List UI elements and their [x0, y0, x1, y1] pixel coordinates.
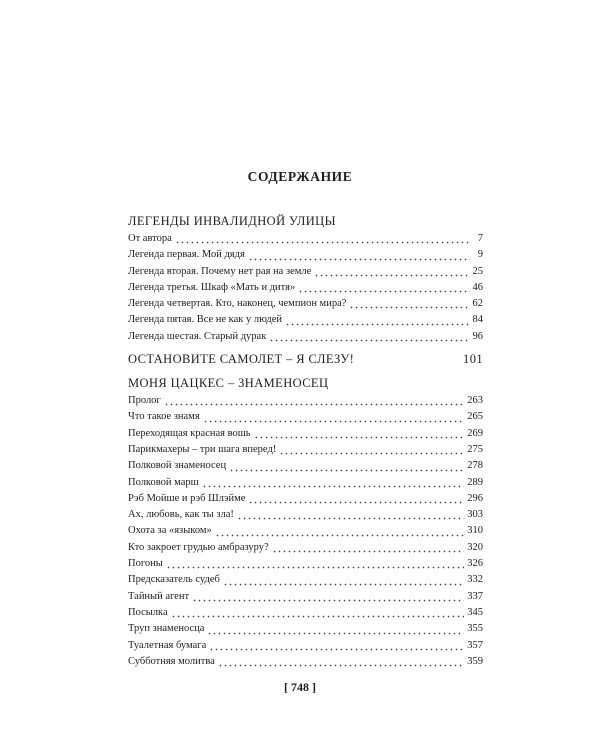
toc-entry[interactable]: [128, 247, 483, 263]
entry-page: 84: [472, 314, 483, 326]
entry-title: Легенда шестая. Старый дурак: [128, 330, 267, 342]
dot-leader: [248, 249, 470, 261]
dot-leader: [207, 623, 464, 635]
entry-page: 25: [472, 265, 483, 277]
entry-title: Субботняя молитва: [128, 655, 215, 667]
entry-title: Охота за «языком»: [128, 525, 212, 537]
toc-entry[interactable]: [128, 523, 483, 539]
entry-title: Переходящая красная вошь: [128, 427, 251, 439]
entry-page: 326: [467, 558, 483, 570]
toc-entry[interactable]: [128, 572, 483, 588]
entry-title: Легенда четвертая. Кто, наконец, чемпион мира?: [128, 298, 347, 310]
dot-leader: [202, 476, 465, 488]
dot-leader: [229, 460, 464, 472]
dot-leader: [166, 557, 464, 569]
entry-title: Легенда третья. Шкаф «Мать и дитя»: [128, 281, 296, 293]
entry-page: 303: [467, 509, 483, 521]
entry-page: 265: [467, 411, 483, 423]
dot-leader: [279, 443, 464, 455]
entry-title: Погоны: [128, 558, 163, 570]
toc-entry[interactable]: [128, 296, 483, 312]
entry-title: Пролог: [128, 395, 161, 407]
section-heading-with-page[interactable]: [128, 349, 483, 369]
dot-leader: [248, 492, 464, 504]
entry-title: Полковой марш: [128, 476, 199, 488]
page-title: СОДЕРЖАНИЕ: [247, 169, 353, 184]
section-heading: МОНЯ ЦАЦКЕС – ЗНАМЕНОСЕЦ: [128, 376, 329, 391]
entry-page: 278: [467, 460, 483, 472]
dot-leader: [298, 281, 469, 293]
toc-entry[interactable]: [128, 280, 483, 296]
entry-title: Ах, любовь, как ты зла!: [128, 509, 234, 521]
section-entries: [128, 231, 483, 345]
toc-entry[interactable]: [128, 605, 483, 621]
section-page: 101: [463, 352, 483, 367]
entry-page: 355: [467, 623, 483, 635]
dot-leader: [175, 232, 470, 244]
entry-page: 332: [467, 574, 483, 586]
dot-leader: [203, 411, 465, 423]
entry-title: Предсказатель судеб: [128, 574, 220, 586]
section-heading: ОСТАНОВИТЕ САМОЛЕТ – Я СЛЕЗУ!: [128, 352, 355, 367]
entry-title: Полковой знаменосец: [128, 460, 227, 472]
entry-title: Что такое знамя: [128, 411, 200, 423]
section-entries: [128, 393, 483, 670]
toc-entry[interactable]: [128, 231, 483, 247]
entry-title: Туалетная бумага: [128, 639, 207, 651]
dot-leader: [285, 314, 469, 326]
entry-page: 296: [467, 492, 483, 504]
toc-entry[interactable]: [128, 264, 483, 280]
entry-title: От автора: [128, 233, 172, 244]
toc-entry[interactable]: [128, 442, 483, 458]
toc-entry[interactable]: [128, 458, 483, 474]
toc-entry[interactable]: [128, 426, 483, 442]
dot-leader: [218, 655, 464, 667]
entry-title: Легенда первая. Мой дядя: [128, 249, 245, 261]
entry-page: 269: [467, 427, 483, 439]
toc-entry[interactable]: [128, 329, 483, 345]
entry-page: 359: [467, 655, 483, 667]
entry-page: 357: [467, 639, 483, 651]
entry-page: 46: [472, 281, 483, 293]
entry-page: 96: [472, 330, 483, 342]
entry-title: Кто закроет грудью амбразуру?: [128, 541, 269, 553]
entry-page: 345: [467, 606, 483, 618]
dot-leader: [209, 639, 464, 651]
toc-entry[interactable]: [128, 507, 483, 523]
entry-page: 320: [467, 541, 483, 553]
toc-entry[interactable]: [128, 654, 483, 670]
entry-page: 263: [467, 395, 483, 407]
toc-entry[interactable]: [128, 409, 483, 425]
entry-title: Легенда пятая. Все не как у людей: [128, 314, 283, 326]
entry-page: 337: [467, 590, 483, 602]
toc-entry[interactable]: [128, 621, 483, 637]
toc-entry[interactable]: [128, 540, 483, 556]
page-number: [ 748 ]: [284, 680, 316, 694]
entry-page: 7: [477, 233, 483, 244]
toc-entry[interactable]: [128, 475, 483, 491]
entry-page: 9: [477, 249, 483, 261]
entry-page: 62: [472, 298, 483, 310]
dot-leader: [192, 590, 464, 602]
dot-leader: [269, 330, 469, 342]
dot-leader: [237, 508, 464, 520]
table-of-contents: [128, 211, 483, 670]
toc-entry[interactable]: [128, 491, 483, 507]
dot-leader: [223, 574, 464, 586]
dot-leader: [349, 297, 469, 309]
entry-title: Рэб Мойше и рэб Шлэйме: [128, 492, 246, 504]
entry-title: Посылка: [128, 606, 168, 618]
entry-page: 310: [467, 525, 483, 537]
toc-entry[interactable]: [128, 638, 483, 654]
dot-leader: [254, 427, 465, 439]
dot-leader: [215, 525, 464, 537]
entry-page: 289: [467, 476, 483, 488]
entry-title: Парикмахеры – три шага вперед!: [128, 443, 277, 455]
dot-leader: [314, 265, 469, 277]
dot-leader: [171, 606, 465, 618]
toc-entry[interactable]: [128, 393, 483, 409]
dot-leader: [272, 541, 465, 553]
section-heading: ЛЕГЕНДЫ ИНВАЛИДНОЙ УЛИЦЫ: [128, 214, 336, 228]
toc-entry[interactable]: [128, 312, 483, 328]
entry-page: 275: [467, 443, 483, 455]
entry-title: Тайный агент: [128, 590, 190, 602]
toc-entry[interactable]: [128, 589, 483, 605]
entry-title: Легенда вторая. Почему нет рая на земле: [128, 265, 312, 277]
entry-title: Труп знаменосца: [128, 623, 205, 635]
dot-leader: [164, 394, 465, 406]
toc-entry[interactable]: [128, 556, 483, 572]
